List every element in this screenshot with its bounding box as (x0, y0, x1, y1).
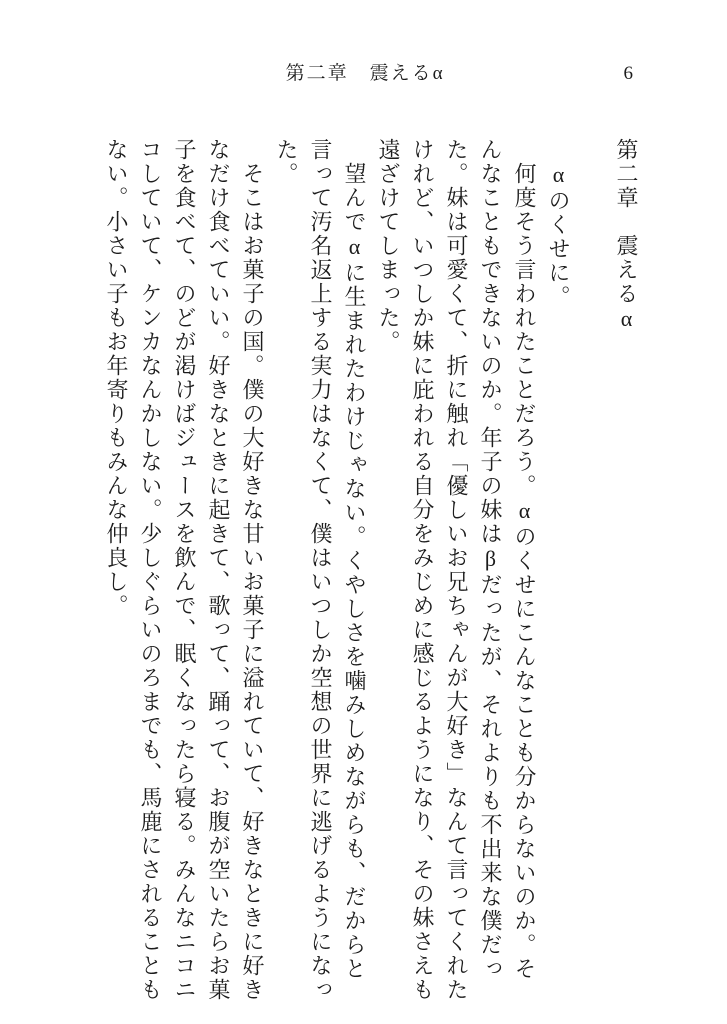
paragraph: αのくせに。 (546, 162, 571, 309)
chapter-heading: 第二章 震えるα (614, 138, 639, 333)
page-body (99, 138, 643, 1002)
paragraph: 何度そう言われたことだろう。αのくせにこんなことも分からないのか。そんなこともできないのか。年子の妹はβだったが、それよりも不出来な僕だった。妹は可愛くて、折に触れ「優しいお兄ちゃんが大好き」なんて言ってくれたけれど、いつしか妹に庇われる自分をみじめに感じるようになり、その妹さえも遠ざけてしまった。 (376, 138, 537, 1002)
running-header-title: 第二章 震えるα (285, 63, 445, 84)
page-number: 6 (623, 63, 633, 84)
paragraph: 望んでαに生まれたわけじゃない。くやしさを噛みしめながらも、だからと言って汚名返上する実力はなくて、僕はいつしか空想の世界に逃げるようになった。 (274, 138, 367, 1002)
running-header (0, 60, 727, 88)
paragraph: そこはお菓子の国。僕の大好きな甘いお菓子に溢れていて、好きなときに好きなだけ食べていい。好きなときに起きて、歌って、踊って、お腹が空いたらお菓子を食べて、のどが渇けばジュースを飲んで、眠くなったら寝る。みんなニコニコしていて、ケンカなんかしない。少しぐらいのろまでも、馬鹿にされることもない。小さい子もお年寄りもみんな仲良し。 (104, 138, 265, 1002)
